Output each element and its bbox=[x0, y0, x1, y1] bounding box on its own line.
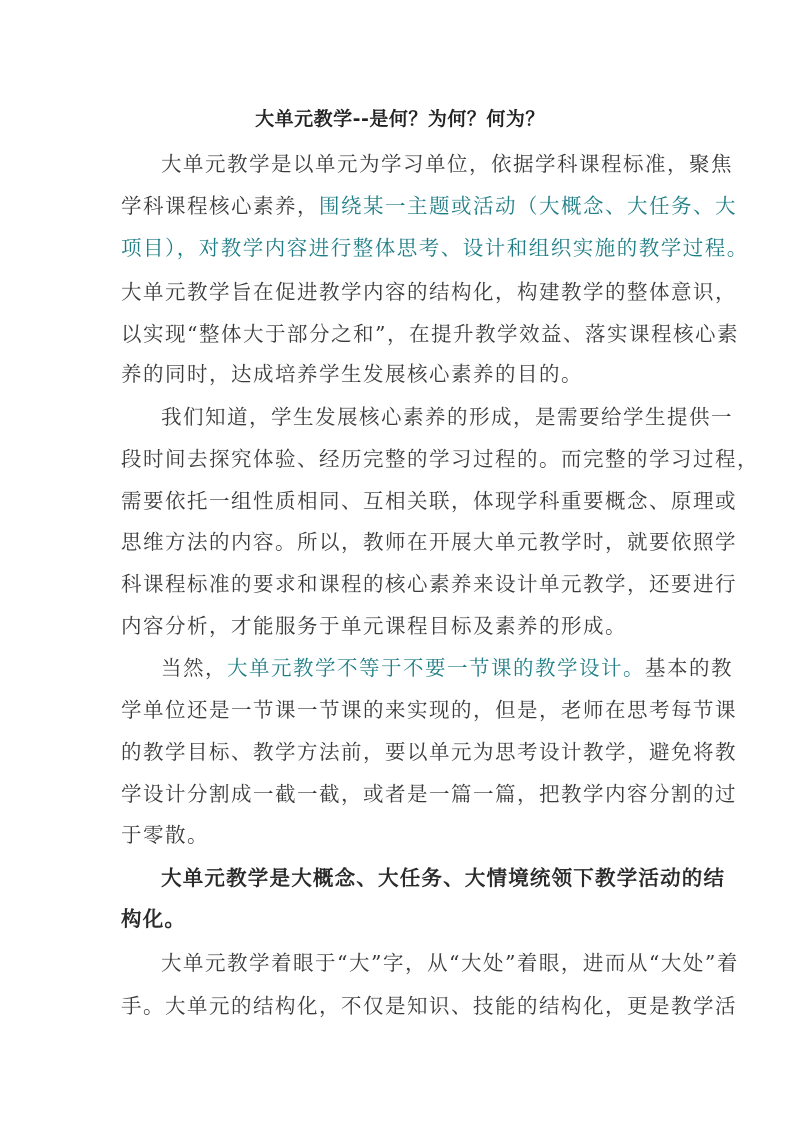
paragraph-3-line-3: 的教学目标、教学方法前，要以单元为思考设计教学，避免将教 bbox=[121, 740, 737, 764]
document-title: 大单元教学--是何？为何？何为？ bbox=[255, 108, 545, 130]
paragraph-2-line-1: 我们知道，学生发展核心素养的形成，是需要给学生提供一 bbox=[161, 405, 733, 429]
paragraph-3-line-5: 于零散。 bbox=[121, 823, 209, 847]
paragraph-5-line-1: 大单元教学着眼于“大”字，从“大处”着眼，进而从“大处”着 bbox=[161, 951, 739, 975]
paragraph-1-highlight-b: 项目），对教学内容进行整体思考、设计和组织实施的教学过程。 bbox=[121, 236, 749, 260]
paragraph-1-line-1: 大单元教学是以单元为学习单位，依据学科课程标准，聚焦 bbox=[161, 152, 733, 176]
paragraph-2-line-5: 科课程标准的要求和课程的核心素养来设计单元教学，还要进行 bbox=[121, 572, 737, 596]
paragraph-3-line-1-tail: 基本的教 bbox=[645, 656, 733, 680]
paragraph-2-line-6: 内容分析，才能服务于单元课程目标及素养的形成。 bbox=[121, 614, 627, 638]
paragraph-3-line-1-lead: 当然， bbox=[161, 656, 227, 680]
paragraph-3-highlight: 大单元教学不等于不要一节课的教学设计。 bbox=[227, 656, 645, 680]
paragraph-1-line-2-text: 学科课程核心素养， bbox=[121, 194, 319, 218]
paragraph-1-line-6: 养的同时，达成培养学生发展核心素养的目的。 bbox=[121, 362, 583, 386]
paragraph-2-line-4: 思维方法的内容。所以，教师在开展大单元教学时，就要依照学 bbox=[121, 530, 737, 554]
paragraph-3-line-1 bbox=[161, 654, 733, 682]
paragraph-3-line-2: 学单位还是一节课一节课的来实现的，但是，老师在思考每节课 bbox=[121, 698, 737, 722]
paragraph-1-line-5: 以实现“整体大于部分之和”，在提升教学效益、落实课程核心素 bbox=[121, 322, 739, 346]
paragraph-2-line-3: 需要依托一组性质相同、互相关联，体现学科重要概念、原理或 bbox=[121, 489, 737, 513]
paragraph-1-line-2 bbox=[121, 192, 737, 220]
section-heading-line-1: 大单元教学是大概念、大任务、大情境统领下教学活动的结 bbox=[161, 866, 726, 890]
paragraph-2-line-2: 段时间去探究体验、经历完整的学习过程的。而完整的学习过程， bbox=[121, 447, 759, 471]
section-heading-line-2: 构化。 bbox=[121, 907, 187, 931]
paragraph-1-line-4: 大单元教学旨在促进教学内容的结构化，构建教学的整体意识， bbox=[121, 280, 737, 304]
paragraph-3-line-4: 学设计分割成一截一截，或者是一篇一篇，把教学内容分割的过 bbox=[121, 782, 737, 806]
paragraph-5-line-2: 手。大单元的结构化，不仅是知识、技能的结构化，更是教学活 bbox=[121, 994, 737, 1018]
paragraph-1-highlight-a: 围绕某一主题或活动（大概念、大任务、大 bbox=[319, 194, 737, 218]
